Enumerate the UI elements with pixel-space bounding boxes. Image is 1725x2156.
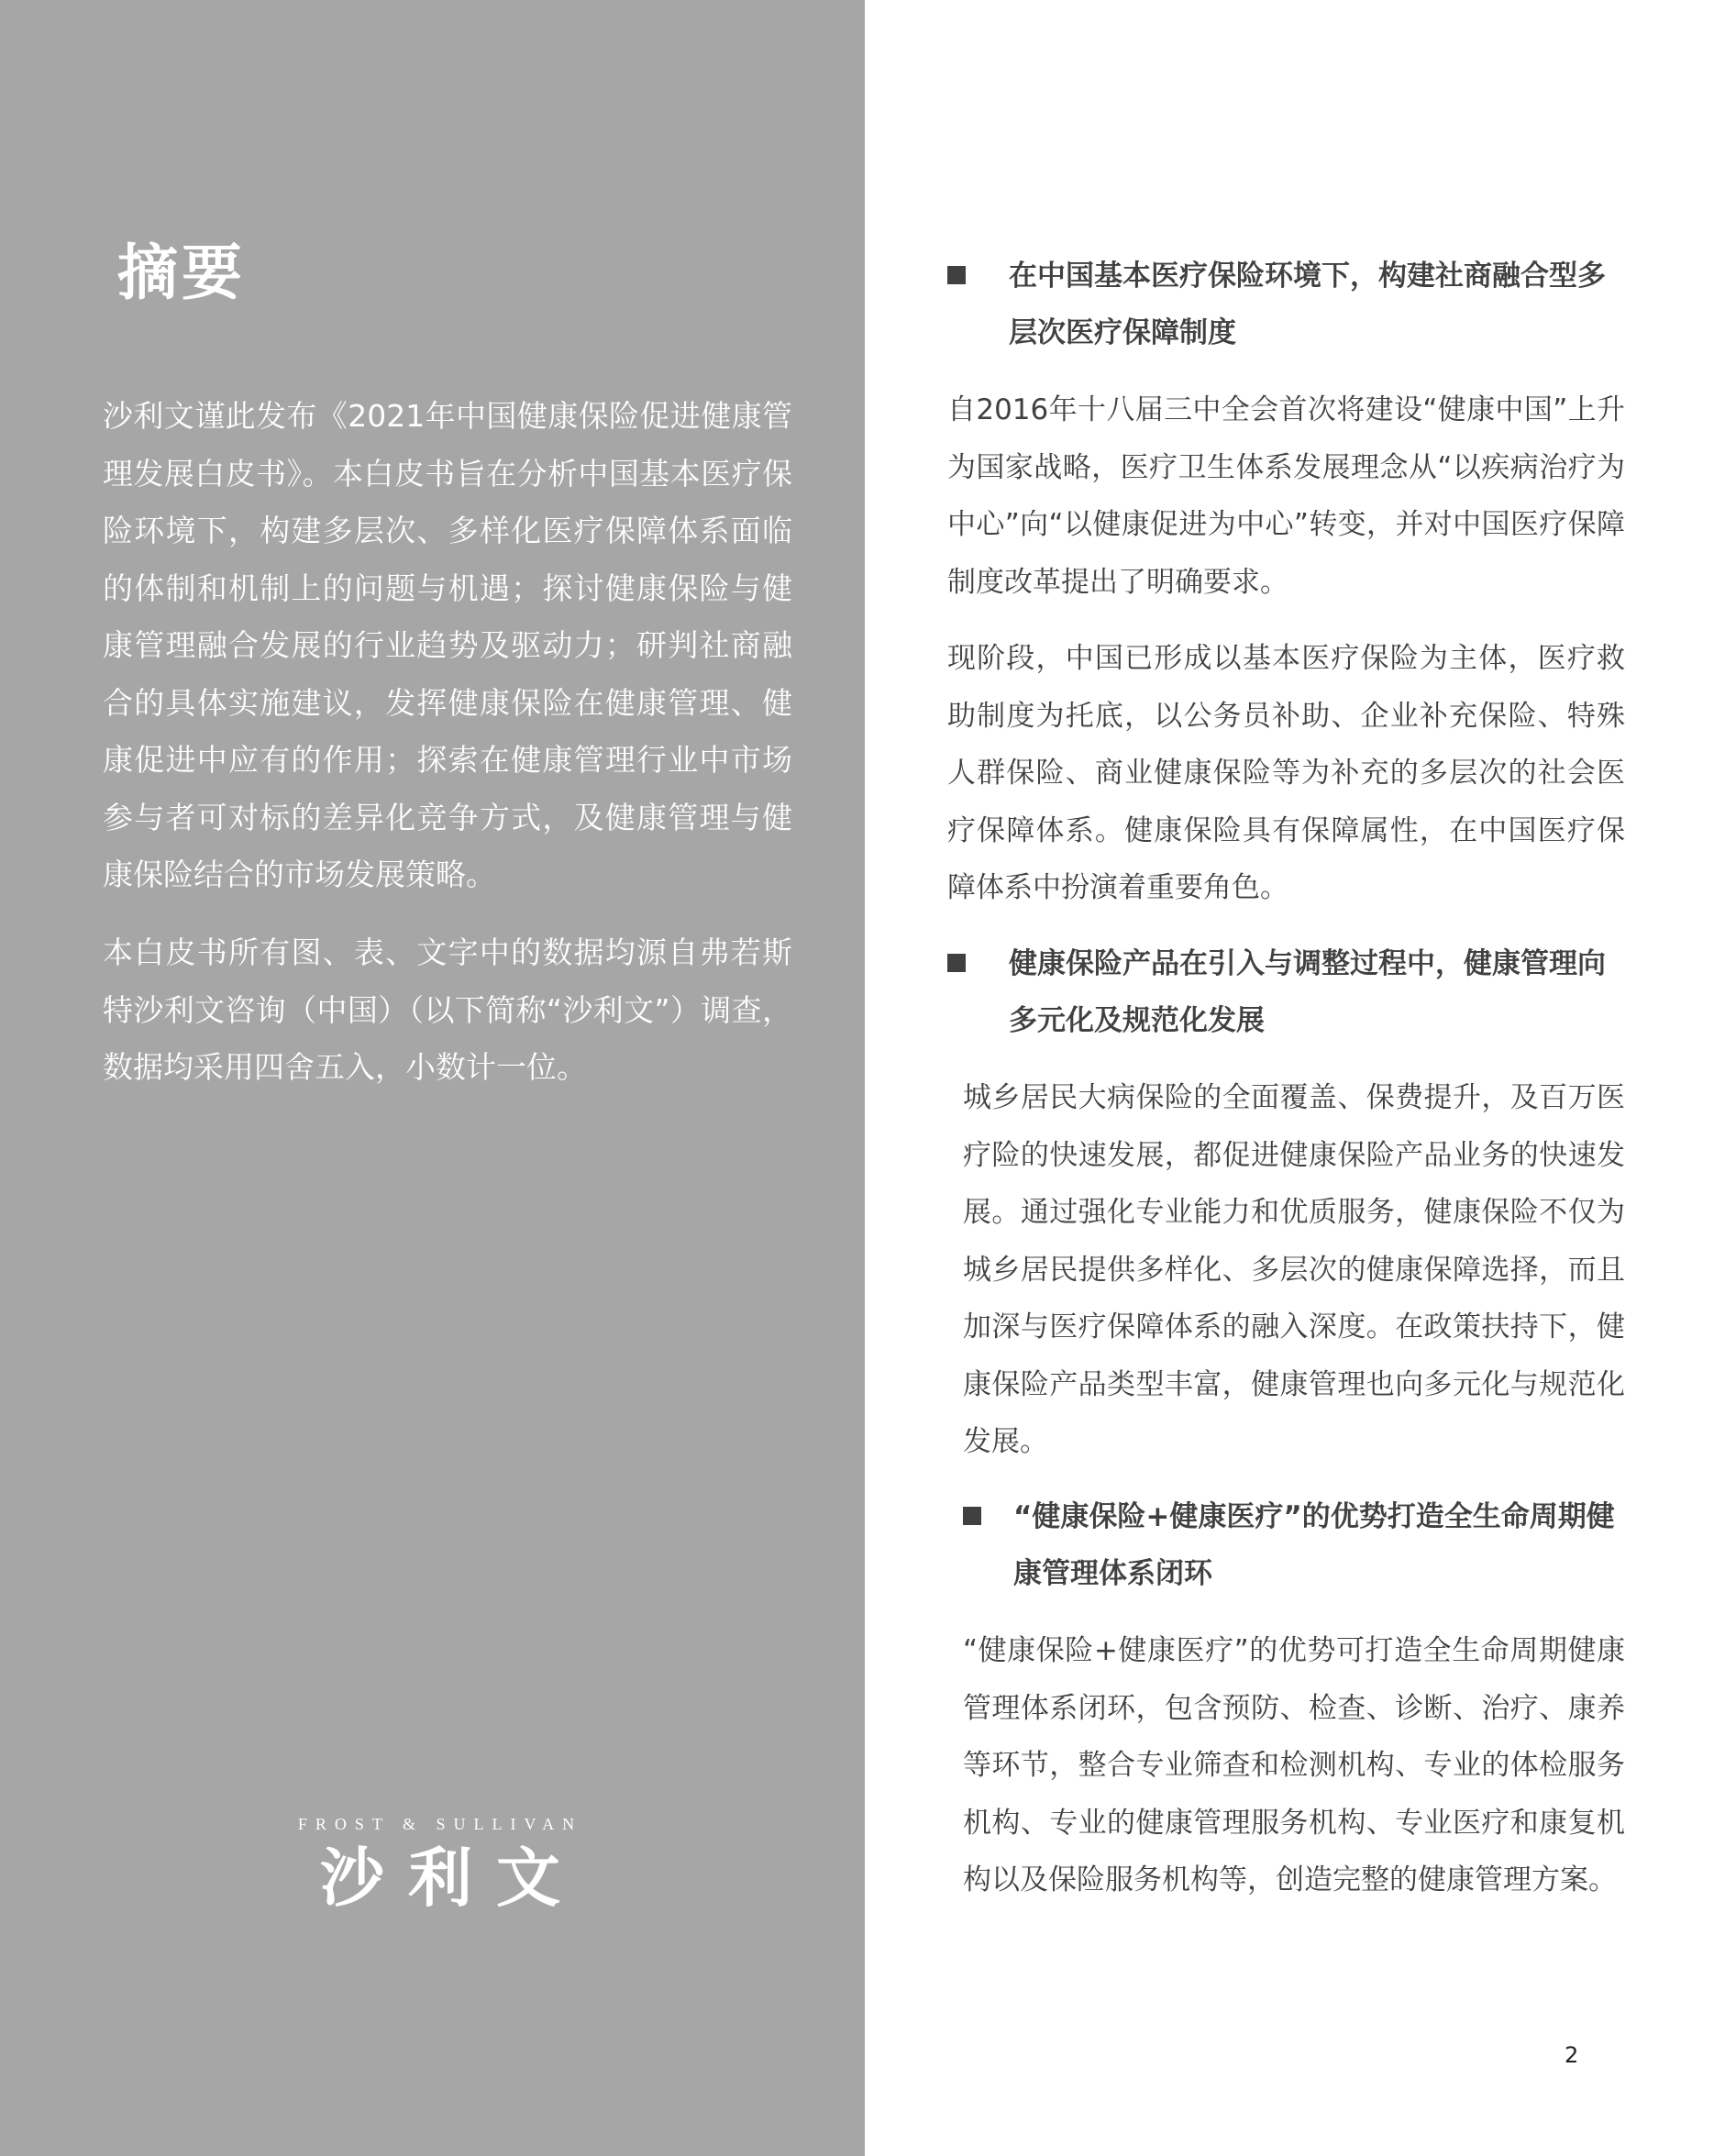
summary-paragraph-intro: 沙利文谨此发布《2021年中国健康保险促进健康管理发展白皮书》。本白皮书旨在分析中国基本医疗保险环境下，构建多层次、多样化医疗保障体系面临的体制和机制上的问题与机遇；探讨健康保险与健康管理融合发展的行业趋势及驱动力；研判社商融合的具体实施建议，发挥健康保险在健康管理、健康促进中应有的作用；探索在健康管理行业中市场参与者可对标的差异化竞争方式，及健康管理与健康保险结合的市场发展策略。 (103, 398, 792, 892)
section-3-paragraph-1: “健康保险+健康医疗”的优势可打造全生命周期健康管理体系闭环，包含预防、检查、诊断、治疗、康养等环节，整合专业筛查和检测机构、专业的体检服务机构、专业的健康管理服务机构、专业医疗和康复机构以及保险服务机构等，创造完整的健康管理方案。 (963, 1634, 1625, 1896)
square-bullet-icon (947, 954, 966, 972)
logo-chinese-text: 沙利文 (320, 1841, 584, 1916)
frost-sullivan-logo (266, 1812, 614, 1917)
summary-title: 摘要 (117, 238, 246, 308)
square-bullet-icon (947, 266, 966, 284)
square-bullet-icon (963, 1507, 981, 1525)
section-1-paragraph-1: 自2016年十八届三中全会首次将建设“健康中国”上升为国家战略，医疗卫生体系发展理念从“以疾病治疗为中心”向“以健康促进为中心”转变，并对中国医疗保障制度改革提出了明确要求。 (947, 393, 1625, 599)
section-2-paragraph-1: 城乡居民大病保险的全面覆盖、保费提升，及百万医疗险的快速发展，都促进健康保险产品业务的快速发展。通过强化专业能力和优质服务，健康保险不仅为城乡居民提供多样化、多层次的健康保障选择，而且加深与医疗保障体系的融入深度。在政策扶持下，健康保险产品类型丰富，健康管理也向多元化与规范化发展。 (963, 1081, 1625, 1458)
section-3-heading: “健康保险+健康医疗”的优势打造全生命周期健康管理体系闭环 (1013, 1500, 1615, 1590)
section-1-paragraph-2: 现阶段，中国已形成以基本医疗保险为主体，医疗救助制度为托底，以公务员补助、企业补充保险、特殊人群保险、商业健康保险等为补充的多层次的社会医疗保障体系。健康保险具有保障属性，在中国医疗保障体系中扮演着重要角色。 (947, 642, 1625, 904)
section-2-heading: 健康保险产品在引入与调整过程中，健康管理向多元化及规范化发展 (1009, 947, 1606, 1037)
summary-paragraph-data-source: 本白皮书所有图、表、文字中的数据均源自弗若斯特沙利文咨询（中国）（以下简称“沙利文”）调查，数据均采用四舍五入，小数计一位。 (103, 934, 792, 1085)
section-1-heading: 在中国基本医疗保险环境下，构建社商融合型多层次医疗保障制度 (1009, 260, 1606, 349)
page-number: 2 (1565, 2042, 1579, 2068)
logo-english-text: FROST & SULLIVAN (297, 1815, 583, 1833)
